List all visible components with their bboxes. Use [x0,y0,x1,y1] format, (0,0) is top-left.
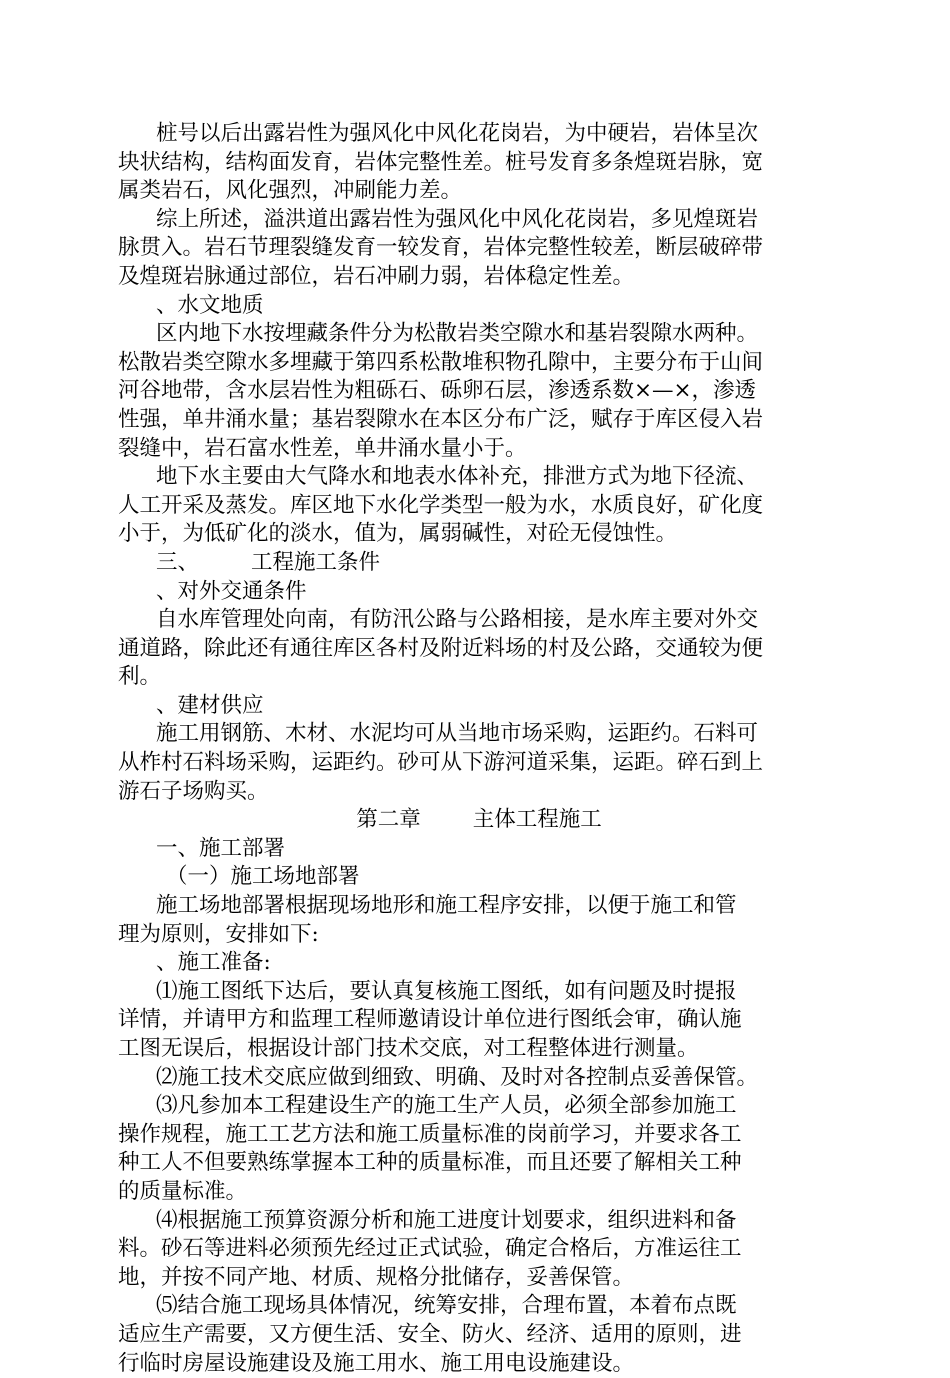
list-item: ⑸结合施工现场具体情况，统筹安排，合理布置，本着布点既 [156,1293,737,1319]
paragraph-line: 地，并按不同产地、材质、规格分批储存，妥善保管。 [118,1264,635,1290]
paragraph-line: 施工用钢筋、木材、水泥均可从当地市场采购，运距约。石料可 [156,721,759,747]
document-page [118,120,840,1378]
paragraph-line: 通道路，除此还有通往库区各村及附近料场的村及公路，交通较为便 [118,635,764,661]
paragraph-line: 利。 [118,664,162,690]
paragraph-line: 操作规程，施工工艺方法和施工质量标准的岗前学习，并要求各工 [118,1121,742,1147]
list-item: ⑶凡参加本工程建设生产的施工生产人员，必须全部参加施工 [156,1093,737,1119]
paragraph-line: 适应生产需要，又方便生活、安全、防火、经济、适用的原则，进 [118,1321,742,1347]
paragraph-line: 综上所述，溢洪道出露岩性为强风化中风化花岗岩，多见煌斑岩 [156,206,759,232]
paragraph-line: 性强，单井涌水量；基岩裂隙水在本区分布广泛，赋存于库区侵入岩 [118,406,764,432]
paragraph-line: 地下水主要由大气降水和地表水体补充，排泄方式为地下径流、 [156,464,759,490]
section-heading: 、施工准备: [156,950,271,976]
paragraph-line: 脉贯入。岩石节理裂缝发育一较发育，岩体完整性较差，断层破碎带 [118,235,764,261]
section-three-heading [118,549,840,578]
paragraph-line: 的质量标准。 [118,1178,248,1204]
section-number: 三、 [156,549,200,575]
chapter-number: 第二章 [356,807,421,833]
paragraph-line: 施工场地部署根据现场地形和施工程序安排，以便于施工和管 [156,893,737,919]
section-heading: 、建材供应 [156,692,264,718]
chapter-title: 主体工程施工 [472,807,602,833]
paragraph-line: 行临时房屋设施建设及施工用水、施工用电设施建设。 [118,1350,635,1376]
paragraph-line: 桩号以后出露岩性为强风化中风化花岗岩，为中硬岩，岩体呈次 [156,121,759,146]
paragraph-line: 料。砂石等进料必须预先经过正式试验，确定合格后，方准运往工 [118,1236,742,1262]
list-item: ⑷根据施工预算资源分析和施工进度计划要求，组织进料和备 [156,1207,737,1233]
paragraph-line: 区内地下水按埋藏条件分为松散岩类空隙水和基岩裂隙水两种。 [156,321,759,347]
list-item: ⑴施工图纸下达后，要认真复核施工图纸，如有问题及时提报 [156,978,737,1004]
paragraph-line: 块状结构，结构面发育，岩体完整性差。桩号发育多条煌斑岩脉，宽 [118,149,764,175]
paragraph-line: 种工人不但要熟练掌握本工种的质量标准，而且还要了解相关工种 [118,1150,742,1176]
section-heading: 、水文地质 [156,292,264,318]
paragraph-line: 工图无误后，根据设计部门技术交底，对工程整体进行测量。 [118,1036,699,1061]
paragraph-line: 松散岩类空隙水多埋藏于第四系松散堆积物孔隙中，主要分布于山间 [118,349,764,375]
paragraph-line: 裂缝中，岩石富水性差，单井涌水量小于。 [118,435,527,461]
section-heading: 、对外交通条件 [156,578,307,604]
paragraph-line: 从柞村石料场采购，运距约。砂可从下游河道采集，运距。碎石到上 [118,750,764,776]
section-heading: 一、施工部署 [156,835,286,861]
paragraph-line: 自水库管理处向南，有防汛公路与公路相接，是水库主要对外交 [156,607,759,633]
paragraph-line: 小于，为低矿化的淡水，值为，属弱碱性，对砼无侵蚀性。 [118,521,678,547]
paragraph-line: 属类岩石，风化强烈，冲刷能力差。 [118,178,463,204]
paragraph-line: 详情，并请甲方和监理工程师邀请设计单位进行图纸会审，确认施 [118,1007,742,1033]
chapter-heading [118,806,840,835]
paragraph-line: 河谷地带，含水层岩性为粗砾石、砾卵石层，渗透系数×—×，渗透 [118,378,757,404]
list-item: ⑵施工技术交底应做到细致、明确、及时对各控制点妥善保管。 [156,1064,759,1090]
paragraph-line: 游石子场购买。 [118,778,269,804]
section-title: 工程施工条件 [251,549,381,575]
paragraph-line: 人工开采及蒸发。库区地下水化学类型一般为水，水质良好，矿化度 [118,492,764,518]
paragraph-line: 及煌斑岩脉通过部位，岩石冲刷力弱，岩体稳定性差。 [118,263,635,289]
paragraph-line: 理为原则，安排如下: [118,921,319,947]
subsection-heading: （一）施工场地部署 [166,864,360,890]
